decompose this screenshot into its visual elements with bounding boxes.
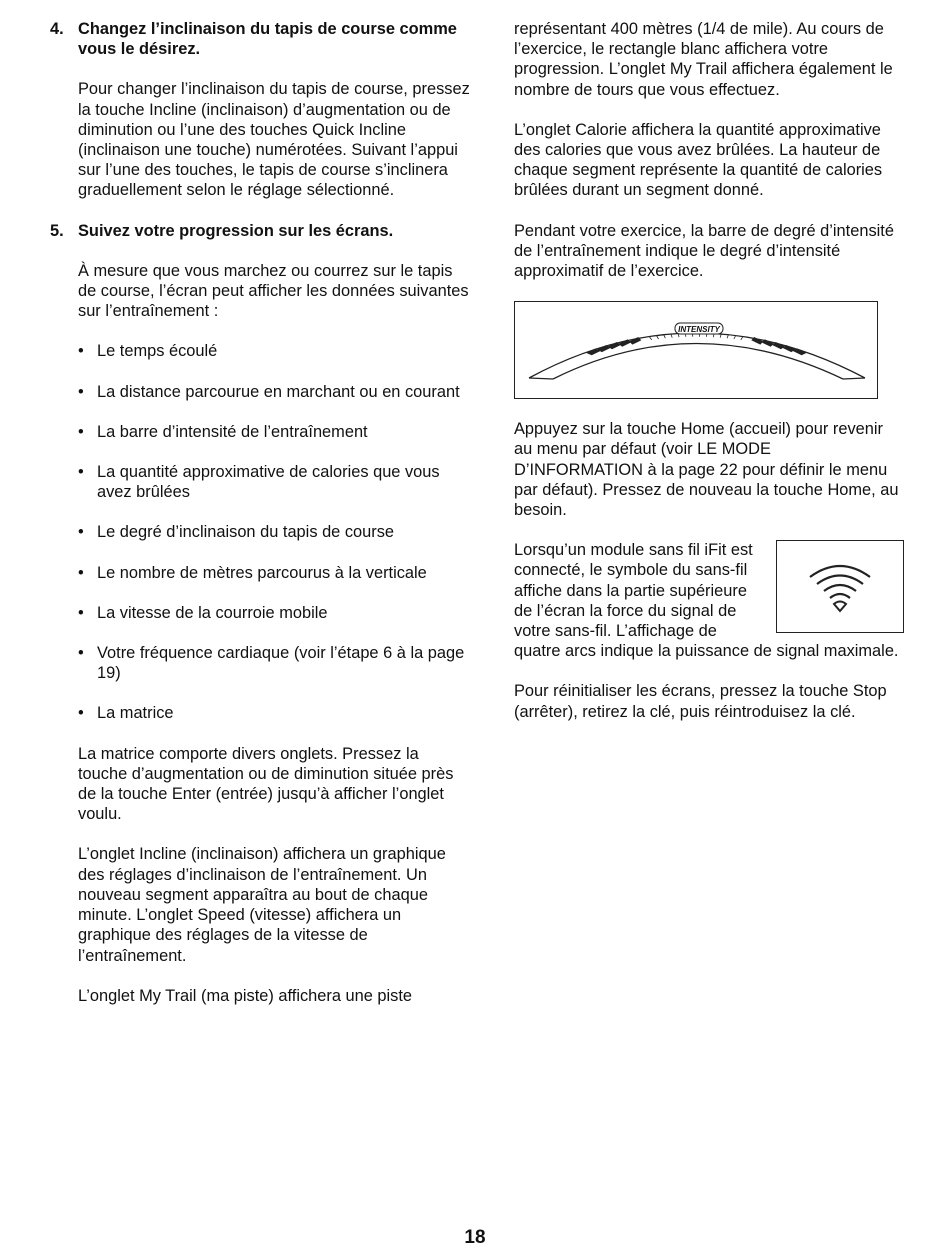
intensity-label: INTENSITY (678, 325, 720, 335)
list-item (78, 341, 470, 361)
list-item-text: Le temps écoulé (97, 342, 218, 361)
bullet: • (78, 704, 84, 723)
right-column (514, 19, 904, 742)
matrix-paragraph: La matrice comporte divers onglets. Pressez la touche d’augmentation ou de diminution située près de la touche Enter (entrée) jusqu’à afficher l’onglet voulu. (78, 744, 454, 824)
step-title: Suivez votre progression sur les écrans. (78, 221, 394, 240)
bullet: • (78, 342, 84, 361)
bullet: • (78, 563, 84, 582)
list-item-text: La barre d’intensité de l’entraînement (97, 422, 368, 441)
step-4-heading (50, 19, 470, 59)
list-item-text: La vitesse de la courroie mobile (97, 603, 328, 622)
my-trail-paragraph: L’onglet My Trail (ma piste) affichera une piste (78, 986, 413, 1005)
list-item-text: La matrice (97, 704, 174, 723)
wireless-section (514, 540, 904, 661)
bullet: • (78, 603, 84, 622)
list-item (78, 462, 470, 502)
list-item-text: La quantité approximative de calories que vous avez brûlées (97, 463, 440, 502)
incline-tab-paragraph: L’onglet Incline (inclinaison) affichera un graphique des réglages d’inclinaison de l’entraînement. Un nouveau segment apparaîtra au bout de chaque minute. L’onglet Speed (vitesse) affichera un graphique des réglages de la vitesse de l’entraînement. (78, 845, 446, 965)
intensity-paragraph: Pendant votre exercice, la barre de degré d’intensité de l’entraînement indique le degré d’intensité approximatif de l’exercice. (514, 221, 894, 281)
reset-paragraph: Pour réinitialiser les écrans, pressez la touche Stop (arrêter), retirez la clé, puis réintroduisez la clé. (514, 682, 887, 721)
step-4-body: Pour changer l’inclinaison du tapis de course, pressez la touche Incline (inclinaison) d’augmentation ou de diminution ou l’une des touches Quick Incline (inclinaison une touche) numérotées. Suivant l’appui sur l’une des touches, le tapis de course s’inclinera graduellement selon le réglage sélectionné. (78, 80, 470, 200)
step-5-intro: À mesure que vous marchez ou courrez sur le tapis de course, l’écran peut afficher les données suivantes sur l’entraînement : (78, 261, 469, 321)
calorie-tab-paragraph: L’onglet Calorie affichera la quantité approximative des calories que vous avez brûlées. La hauteur de chaque segment représente la quantité de calories brûlées durant un segment donné. (514, 120, 883, 200)
intensity-tick (649, 337, 651, 340)
home-key-paragraph: Appuyez sur la touche Home (accueil) pour revenir au menu par défaut (voir LE MODE D’INFORMATION à la page 22 pour définir le menu par défaut). Pressez de nouveau la touche Home, au besoin. (514, 420, 899, 520)
list-item (78, 643, 470, 683)
list-item-text: Votre fréquence cardiaque (voir l’étape 6 à la page 19) (97, 644, 465, 683)
list-item-text: La distance parcourue en marchant ou en courant (97, 382, 460, 401)
bullet: • (78, 422, 84, 441)
bullet: • (78, 382, 84, 401)
my-trail-continued: représentant 400 mètres (1/4 de mile). Au cours de l’exercice, le rectangle blanc affichera votre progression. L’onglet My Trail affichera également le nombre de tours que vous effectuez. (514, 20, 893, 99)
step-number: 5. (50, 221, 64, 240)
bullet: • (78, 644, 84, 663)
step-number: 4. (50, 20, 64, 38)
list-item (78, 603, 470, 623)
intensity-bar-graphic (515, 302, 876, 397)
list-item (78, 422, 470, 442)
list-item-text: Le degré d’inclinaison du tapis de course (97, 523, 395, 542)
wireless-paragraph: Lorsqu’un module sans fil iFit est connecté, le symbole du sans-fil affiche dans la partie supérieure de l’écran la force du signal de votre sans-fil. L’affichage de quatre arcs indique la puissance de signal maximale. (514, 541, 899, 661)
list-item (78, 563, 470, 583)
left-column (50, 19, 470, 1026)
bullet: • (78, 523, 84, 542)
step-title: Changez l’inclinaison du tapis de course comme vous le désirez. (78, 20, 457, 59)
bullet: • (78, 463, 84, 482)
list-item (78, 382, 470, 402)
step-5-heading (50, 221, 470, 241)
page-number: 18 (464, 1227, 486, 1248)
intensity-bar-figure (514, 301, 878, 399)
intensity-segments (586, 333, 806, 355)
display-data-list (78, 341, 470, 723)
list-item (78, 522, 470, 542)
wifi-figure (776, 540, 904, 633)
intensity-tick (741, 337, 743, 340)
list-item-text: Le nombre de mètres parcourus à la verticale (97, 563, 427, 582)
list-item (78, 703, 470, 723)
wifi-icon (803, 559, 877, 615)
